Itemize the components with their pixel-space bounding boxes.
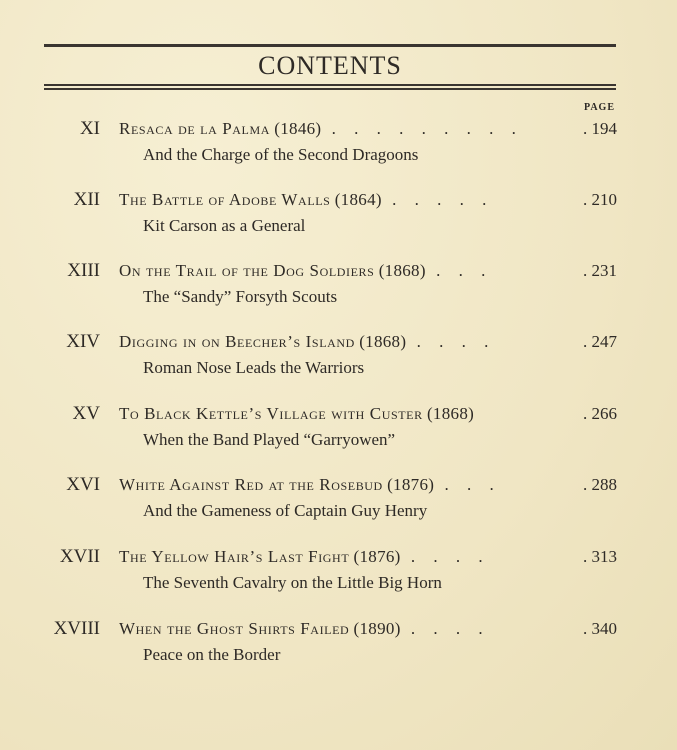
chapter-year: (1876)	[353, 547, 401, 566]
chapter-title-line	[119, 187, 617, 213]
leader-dots: . . . .	[410, 547, 490, 566]
chapter-title-line	[119, 616, 617, 642]
contents-entry[interactable]	[0, 544, 677, 604]
chapter-year: (1890)	[353, 619, 401, 638]
chapter-title: The Battle of Adobe Walls	[119, 190, 331, 209]
chapter-year: (1868)	[359, 332, 407, 351]
chapter-numeral: XIV	[66, 331, 100, 352]
chapter-numeral: XI	[79, 118, 100, 139]
chapter-title: Resaca de la Palma	[119, 119, 271, 138]
leader-dots: . . . .	[410, 619, 490, 638]
chapter-numeral: XII	[73, 189, 100, 210]
chapter-subtitle: Roman Nose Leads the Warriors	[143, 358, 365, 377]
chapter-subtitle: The “Sandy” Forsyth Scouts	[143, 287, 338, 306]
chapter-title: When the Ghost Shirts Failed	[119, 619, 350, 638]
page-number: . 194	[583, 119, 617, 138]
chapter-title-line	[119, 116, 617, 142]
chapter-year: (1868)	[378, 261, 426, 280]
contents-entry[interactable]	[0, 187, 677, 247]
chapter-title: Digging in on Beecher’s Island	[119, 332, 355, 351]
chapter-title-line	[119, 258, 617, 284]
chapter-title-line	[119, 401, 617, 427]
chapter-year: (1876)	[387, 475, 435, 494]
page-column-heading: PAGE	[583, 102, 615, 113]
chapter-numeral: XVII	[59, 546, 100, 567]
chapter-title-line	[119, 544, 617, 570]
contents-entry[interactable]	[0, 258, 677, 318]
chapter-title: The Yellow Hair’s Last Fight	[119, 547, 350, 566]
chapter-year: (1846)	[274, 119, 322, 138]
leader-dots: . . . . .	[392, 190, 494, 209]
chapter-subtitle: And the Charge of the Second Dragoons	[143, 145, 419, 164]
title-underline-rule	[44, 84, 616, 86]
top-rule	[44, 44, 616, 47]
chapter-subtitle: Peace on the Border	[143, 645, 281, 664]
page-number: . 313	[583, 547, 617, 566]
chapter-subtitle: When the Band Played “Garryowen”	[143, 430, 396, 449]
page-number: . 288	[583, 475, 617, 494]
leader-dots: . . . .	[416, 332, 496, 351]
chapter-subtitle: Kit Carson as a General	[143, 216, 306, 235]
chapter-numeral: XVI	[66, 474, 100, 495]
chapter-numeral: XIII	[67, 260, 100, 281]
chapter-numeral: XVIII	[53, 618, 100, 639]
leader-dots: . . .	[436, 261, 493, 280]
page-title: CONTENTS	[258, 51, 402, 80]
contents-entry[interactable]	[0, 401, 677, 461]
contents-entry[interactable]	[0, 616, 677, 676]
contents-entry[interactable]	[0, 116, 677, 176]
page-number: . 231	[583, 261, 617, 280]
chapter-title-line	[119, 329, 617, 355]
title-underline-rule-double	[44, 88, 616, 90]
contents-entry[interactable]	[0, 329, 677, 389]
chapter-title: On the Trail of the Dog Soldiers	[119, 261, 375, 280]
chapter-year: (1868)	[426, 404, 475, 423]
page-number: . 210	[583, 190, 617, 209]
chapter-title-line	[119, 472, 617, 498]
page-number: . 340	[583, 619, 617, 638]
chapter-year: (1864)	[334, 190, 382, 209]
chapter-title: To Black Kettle’s Village with Custer	[119, 404, 423, 423]
leader-dots: . . .	[444, 475, 501, 494]
chapter-numeral: XV	[72, 403, 100, 424]
chapter-subtitle: The Seventh Cavalry on the Little Big Horn	[143, 573, 442, 592]
page-number: . 266	[583, 404, 617, 423]
chapter-subtitle: And the Gameness of Captain Guy Henry	[143, 501, 428, 520]
leader-dots: . . . . . . . . .	[331, 119, 523, 138]
page-number: . 247	[583, 332, 617, 351]
chapter-title: White Against Red at the Rosebud	[119, 475, 383, 494]
contents-entry[interactable]	[0, 472, 677, 532]
